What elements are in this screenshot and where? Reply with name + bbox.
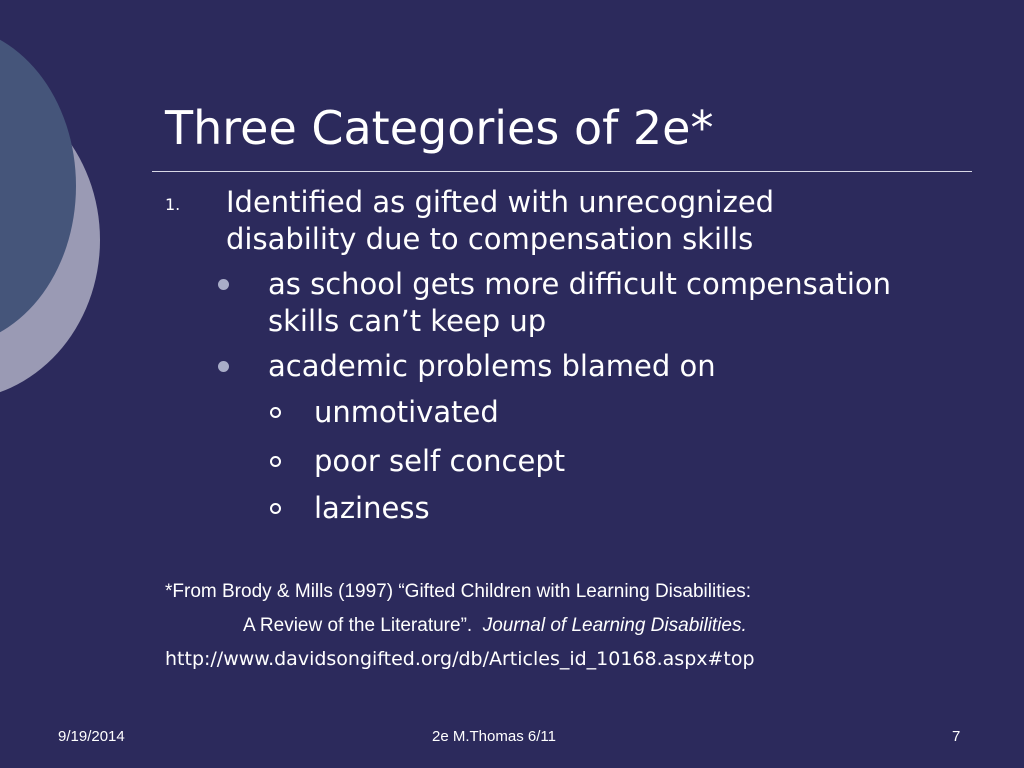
- sub-bullet-2: poor self concept: [314, 444, 566, 478]
- sub-bullet-3: laziness: [314, 491, 430, 525]
- bullet-ring-icon: [270, 407, 281, 418]
- slide-title: Three Categories of 2e*: [165, 101, 714, 155]
- footer-page-number: 7: [952, 728, 961, 745]
- reference-line-2: [243, 614, 747, 638]
- bullet-dot-icon: [218, 361, 229, 372]
- bullet-2-line-1: academic problems blamed on: [268, 349, 716, 383]
- bullet-ring-icon: [270, 503, 281, 514]
- reference-journal: Journal of Learning Disabilities.: [482, 615, 747, 636]
- bullet-1-line-2: skills can’t keep up: [268, 304, 547, 338]
- bullet-ring-icon: [270, 456, 281, 467]
- item-text-line-2: disability due to compensation skills: [226, 222, 754, 256]
- bullet-dot-icon: [218, 279, 229, 290]
- title-divider: [152, 171, 972, 172]
- item-number: 1.: [165, 195, 181, 214]
- item-text-line-1: Identified as gifted with unrecognized: [226, 185, 775, 219]
- reference-title-end: A Review of the Literature”.: [243, 615, 473, 636]
- footer-center-text: 2e M.Thomas 6/11: [432, 728, 556, 745]
- footer-date: 9/19/2014: [58, 728, 125, 745]
- sub-bullet-1: unmotivated: [314, 395, 499, 429]
- bullet-1-line-1: as school gets more difficult compensation: [268, 267, 892, 301]
- reference-url[interactable]: http://www.davidsongifted.org/db/Articles_id_10168.aspx#top: [165, 648, 755, 670]
- reference-line-1: *From Brody & Mills (1997) “Gifted Children with Learning Disabilities:: [165, 581, 752, 602]
